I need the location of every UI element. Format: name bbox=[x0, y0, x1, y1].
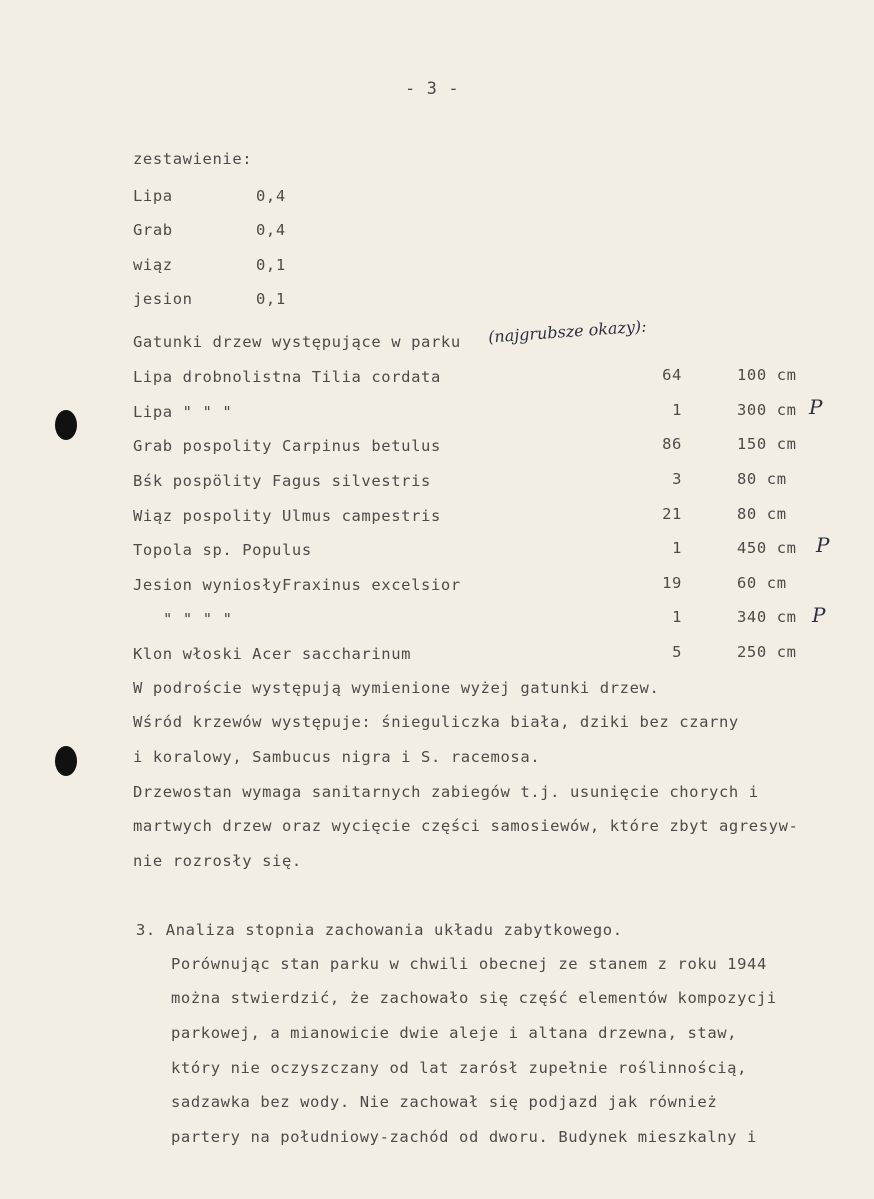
species-count: 1 bbox=[672, 608, 682, 626]
text-line: Porównując stan parku w chwili obecnej ze stanem z roku 1944 bbox=[171, 955, 767, 973]
summary-heading: zestawienie: bbox=[133, 150, 253, 168]
text-line: martwych drzew oraz wycięcie części samosiewów, które zbyt agresyw- bbox=[133, 817, 799, 835]
punch-hole bbox=[55, 746, 77, 776]
species-size: 340 cm bbox=[737, 608, 797, 626]
species-name: Bśk pospölity Fagus silvestris bbox=[133, 472, 431, 490]
species-name: Topola sp. Populus bbox=[133, 541, 312, 559]
species-name: Lipa " " " bbox=[133, 403, 233, 421]
punch-hole bbox=[55, 410, 77, 440]
species-name: Jesion wyniosłyFraxinus excelsior bbox=[133, 576, 461, 594]
text-line: parkowej, a mianowicie dwie aleje i altana drzewna, staw, bbox=[171, 1024, 738, 1042]
handwritten-mark: P bbox=[816, 533, 830, 557]
summary-value: 0,4 bbox=[256, 187, 286, 205]
species-size: 150 cm bbox=[737, 435, 797, 453]
text-line: Wśród krzewów występuje: śnieguliczka biała, dziki bez czarny bbox=[133, 713, 739, 731]
species-size: 60 cm bbox=[737, 574, 787, 592]
text-line: który nie oczyszczany od lat zarósł zupełnie roślinnością, bbox=[171, 1059, 748, 1077]
summary-name: Lipa bbox=[133, 187, 173, 205]
species-count: 19 bbox=[662, 574, 682, 592]
handwritten-mark: P bbox=[809, 395, 823, 419]
text-line: można stwierdzić, że zachowało się część elementów kompozycji bbox=[171, 989, 777, 1007]
species-size: 450 cm bbox=[737, 539, 797, 557]
text-line: partery na południowy-zachód od dworu. Budynek mieszkalny i bbox=[171, 1128, 757, 1146]
handwritten-mark: P bbox=[812, 603, 826, 627]
text-line: Drzewostan wymaga sanitarnych zabiegów t.j. usunięcie chorych i bbox=[133, 783, 759, 801]
text-line: nie rozrosły się. bbox=[133, 852, 302, 870]
text-line: W podroście występują wymienione wyżej gatunki drzew. bbox=[133, 679, 660, 697]
species-count: 1 bbox=[672, 539, 682, 557]
species-name: Grab pospolity Carpinus betulus bbox=[133, 437, 441, 455]
species-count: 5 bbox=[672, 643, 682, 661]
species-size: 250 cm bbox=[737, 643, 797, 661]
summary-name: wiąz bbox=[133, 256, 173, 274]
species-count: 86 bbox=[662, 435, 682, 453]
text-line: sadzawka bez wody. Nie zachował się podjazd jak również bbox=[171, 1093, 718, 1111]
summary-name: Grab bbox=[133, 221, 173, 239]
handwritten-note: (najgrubsze okazy): bbox=[487, 316, 648, 347]
species-size: 300 cm bbox=[737, 401, 797, 419]
species-count: 21 bbox=[662, 505, 682, 523]
page-number: - 3 - bbox=[405, 79, 460, 99]
species-count: 64 bbox=[662, 366, 682, 384]
summary-value: 0,1 bbox=[256, 290, 286, 308]
summary-value: 0,4 bbox=[256, 221, 286, 239]
species-count: 3 bbox=[672, 470, 682, 488]
section-3-heading: 3. Analiza stopnia zachowania układu zabytkowego. bbox=[136, 921, 623, 939]
summary-value: 0,1 bbox=[256, 256, 286, 274]
species-name: " " " " bbox=[163, 610, 233, 628]
species-heading: Gatunki drzew występujące w parku bbox=[133, 333, 461, 351]
species-count: 1 bbox=[672, 401, 682, 419]
species-name: Lipa drobnolistna Tilia cordata bbox=[133, 368, 441, 386]
species-name: Klon włoski Acer saccharinum bbox=[133, 645, 412, 663]
species-size: 80 cm bbox=[737, 470, 787, 488]
species-size: 80 cm bbox=[737, 505, 787, 523]
text-line: i koralowy, Sambucus nigra i S. racemosa. bbox=[133, 748, 541, 766]
species-size: 100 cm bbox=[737, 366, 797, 384]
summary-name: jesion bbox=[133, 290, 193, 308]
species-name: Wiąz pospolity Ulmus campestris bbox=[133, 507, 441, 525]
